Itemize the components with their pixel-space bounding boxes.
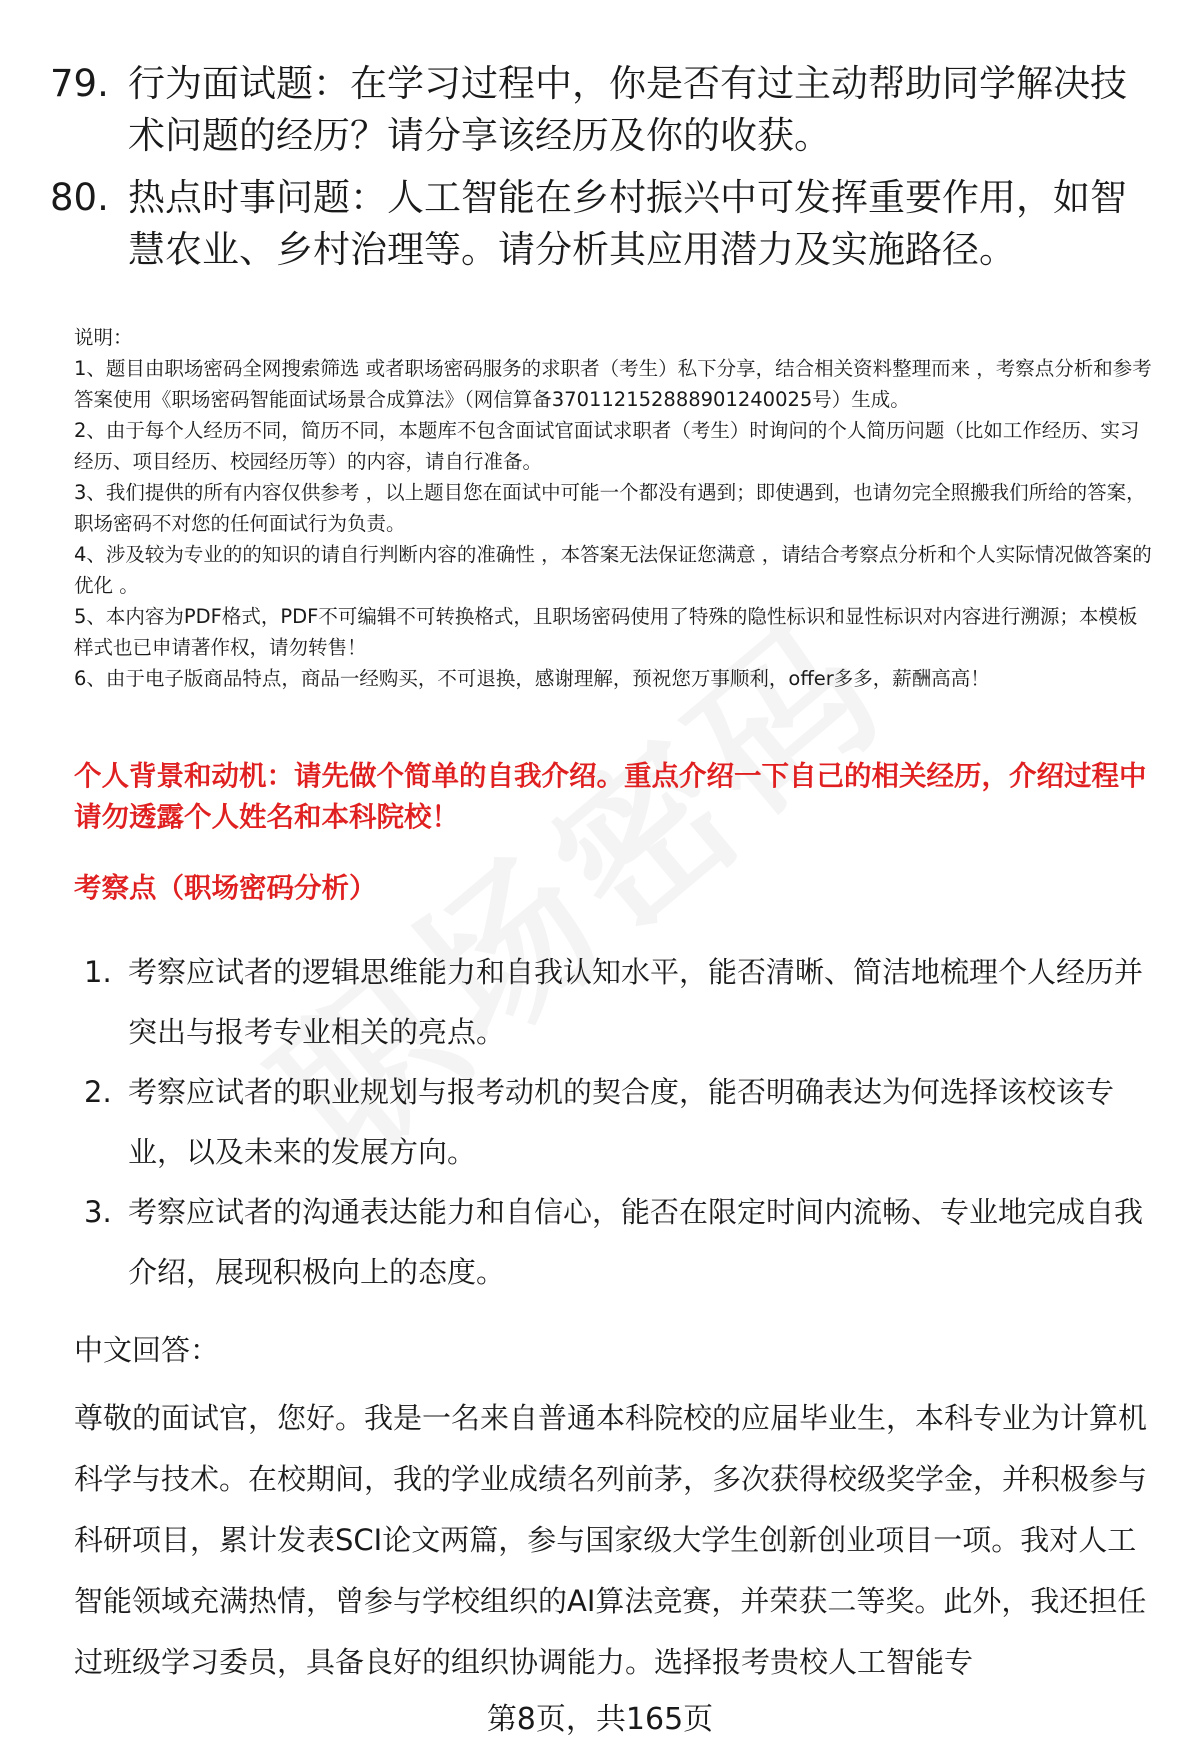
question-text: 热点时事问题：人工智能在乡村振兴中可发挥重要作用，如智慧农业、乡村治理等。请分析其应用潜力及实施路径。 bbox=[128, 176, 1127, 271]
analysis-points bbox=[84, 942, 1154, 1302]
point-number: 2. bbox=[84, 1075, 112, 1109]
note-item: 3、我们提供的所有内容仅供参考 ，以上题目您在面试中可能一个都没有遇到；即使遇到，也请勿完全照搬我们所给的答案，职场密码不对您的任何面试行为负责。 bbox=[74, 481, 1146, 535]
point-number: 1. bbox=[84, 955, 112, 989]
note-item: 4、涉及较为专业的的知识的请自行判断内容的准确性 ，本答案无法保证您满意 ，请结合考察点分析和个人实际情况做答案的优化 。 bbox=[74, 543, 1152, 597]
notes-block bbox=[74, 322, 1154, 694]
page-footer: 第8页，共165页 bbox=[486, 1702, 714, 1737]
section-title: 个人背景和动机：请先做个简单的自我介绍。重点介绍一下自己的相关经历，介绍过程中请勿透露个人姓名和本科院校！ bbox=[74, 760, 1147, 833]
question-79 bbox=[50, 58, 1150, 162]
analysis-point bbox=[84, 1182, 1154, 1302]
note-item: 1、题目由职场密码全网搜索筛选 或者职场密码服务的求职者（考生）私下分享，结合相关资料整理而来 ，考察点分析和参考答案使用《职场密码智能面试场景合成算法》（网信算备370112152888901240025号）生成。 bbox=[74, 357, 1152, 411]
question-text: 行为面试题：在学习过程中，你是否有过主动帮助同学解决技术问题的经历？请分享该经历及你的收获。 bbox=[128, 62, 1127, 157]
note-item: 5、本内容为PDF格式，PDF不可编辑不可转换格式，且职场密码使用了特殊的隐性标识和显性标识对内容进行溯源；本模板样式也已申请著作权，请勿转售！ bbox=[74, 605, 1138, 659]
question-number: 80. bbox=[50, 176, 109, 219]
answer-label: 中文回答： bbox=[74, 1333, 220, 1367]
analysis-point bbox=[84, 942, 1154, 1062]
point-number: 3. bbox=[84, 1195, 112, 1229]
point-text: 考察应试者的沟通表达能力和自信心，能否在限定时间内流畅、专业地完成自我介绍，展现积极向上的态度。 bbox=[128, 1195, 1144, 1289]
note-item: 2、由于每个人经历不同，简历不同，本题库不包含面试官面试求职者（考生）时询问的个人简历问题（比如工作经历、实习经历、项目经历、校园经历等）的内容，请自行准备。 bbox=[74, 419, 1140, 473]
question-number: 79. bbox=[50, 62, 109, 105]
point-text: 考察应试者的逻辑思维能力和自我认知水平，能否清晰、简洁地梳理个人经历并突出与报考专业相关的亮点。 bbox=[128, 955, 1144, 1049]
notes-title: 说明： bbox=[74, 326, 133, 349]
analysis-title: 考察点（职场密码分析） bbox=[74, 872, 377, 904]
analysis-point bbox=[84, 1062, 1154, 1182]
question-80 bbox=[50, 172, 1150, 276]
answer-text: 尊敬的面试官，您好。我是一名来自普通本科院校的应届毕业生，本科专业为计算机科学与技术。在校期间，我的学业成绩名列前茅，多次获得校级奖学金，并积极参与科研项目，累计发表SCI论文两篇，参与国家级大学生创新创业项目一项。我对人工智能领域充满热情，曾参与学校组织的AI算法竞赛，并荣获二等奖。此外，我还担任过班级学习委员，具备良好的组织协调能力。选择报考贵校人工智能专 bbox=[74, 1401, 1148, 1679]
point-text: 考察应试者的职业规划与报考动机的契合度，能否明确表达为何选择该校该专业，以及未来的发展方向。 bbox=[128, 1075, 1115, 1169]
note-item: 6、由于电子版商品特点，商品一经购买，不可退换，感谢理解，预祝您万事顺利，offer多多，薪酬高高！ bbox=[74, 667, 990, 690]
